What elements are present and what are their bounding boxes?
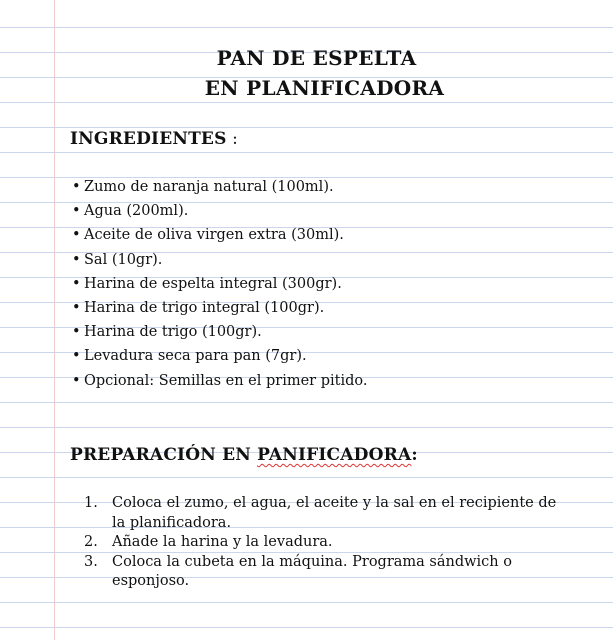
step-item: [84, 494, 564, 533]
step-number: 2.: [84, 534, 98, 550]
ingredient-item: • Sal (10gr).: [72, 248, 367, 272]
step-text: Coloca el zumo, el agua, el aceite y la sal en el recipiente de la planificadora.: [112, 495, 557, 531]
step-number: 3.: [84, 553, 98, 570]
ingredients-heading-text: INGREDIENTES: [70, 129, 227, 149]
ingredient-item: • Levadura seca para pan (7gr).: [72, 344, 367, 368]
preparation-steps: [84, 494, 564, 592]
step-item: [84, 553, 564, 592]
ingredients-heading: [70, 127, 238, 151]
ingredient-item: • Harina de espelta integral (300gr).: [72, 272, 367, 296]
step-text: Coloca la cubeta en la máquina. Programa sándwich o esponjoso.: [112, 553, 512, 589]
ingredient-item: • Agua (200ml).: [72, 199, 367, 223]
ingredient-item: • Aceite de oliva virgen extra (30ml).: [72, 223, 367, 247]
page-title-line1: PAN DE ESPELTA: [216, 46, 417, 70]
page-title-line2: EN PLANIFICADORA: [204, 76, 445, 100]
ingredient-item: • Harina de trigo integral (100gr).: [72, 296, 367, 320]
preparation-heading: [70, 443, 418, 467]
step-text: Añade la harina y la levadura.: [112, 534, 333, 550]
ingredient-item: • Opcional: Semillas en el primer pitido.: [72, 369, 367, 393]
step-number: 1.: [84, 495, 98, 511]
ingredient-item: • Zumo de naranja natural (100ml).: [72, 175, 367, 199]
ingredient-item: • Harina de trigo (100gr).: [72, 320, 367, 344]
preparation-heading-suffix: :: [411, 445, 418, 465]
ingredients-heading-suffix: :: [226, 129, 239, 149]
step-item: [84, 533, 564, 553]
preparation-heading-prefix: PREPARACIÓN EN: [70, 445, 258, 465]
ingredients-list: [72, 175, 367, 393]
preparation-heading-word: PANIFICADORA: [257, 445, 412, 465]
